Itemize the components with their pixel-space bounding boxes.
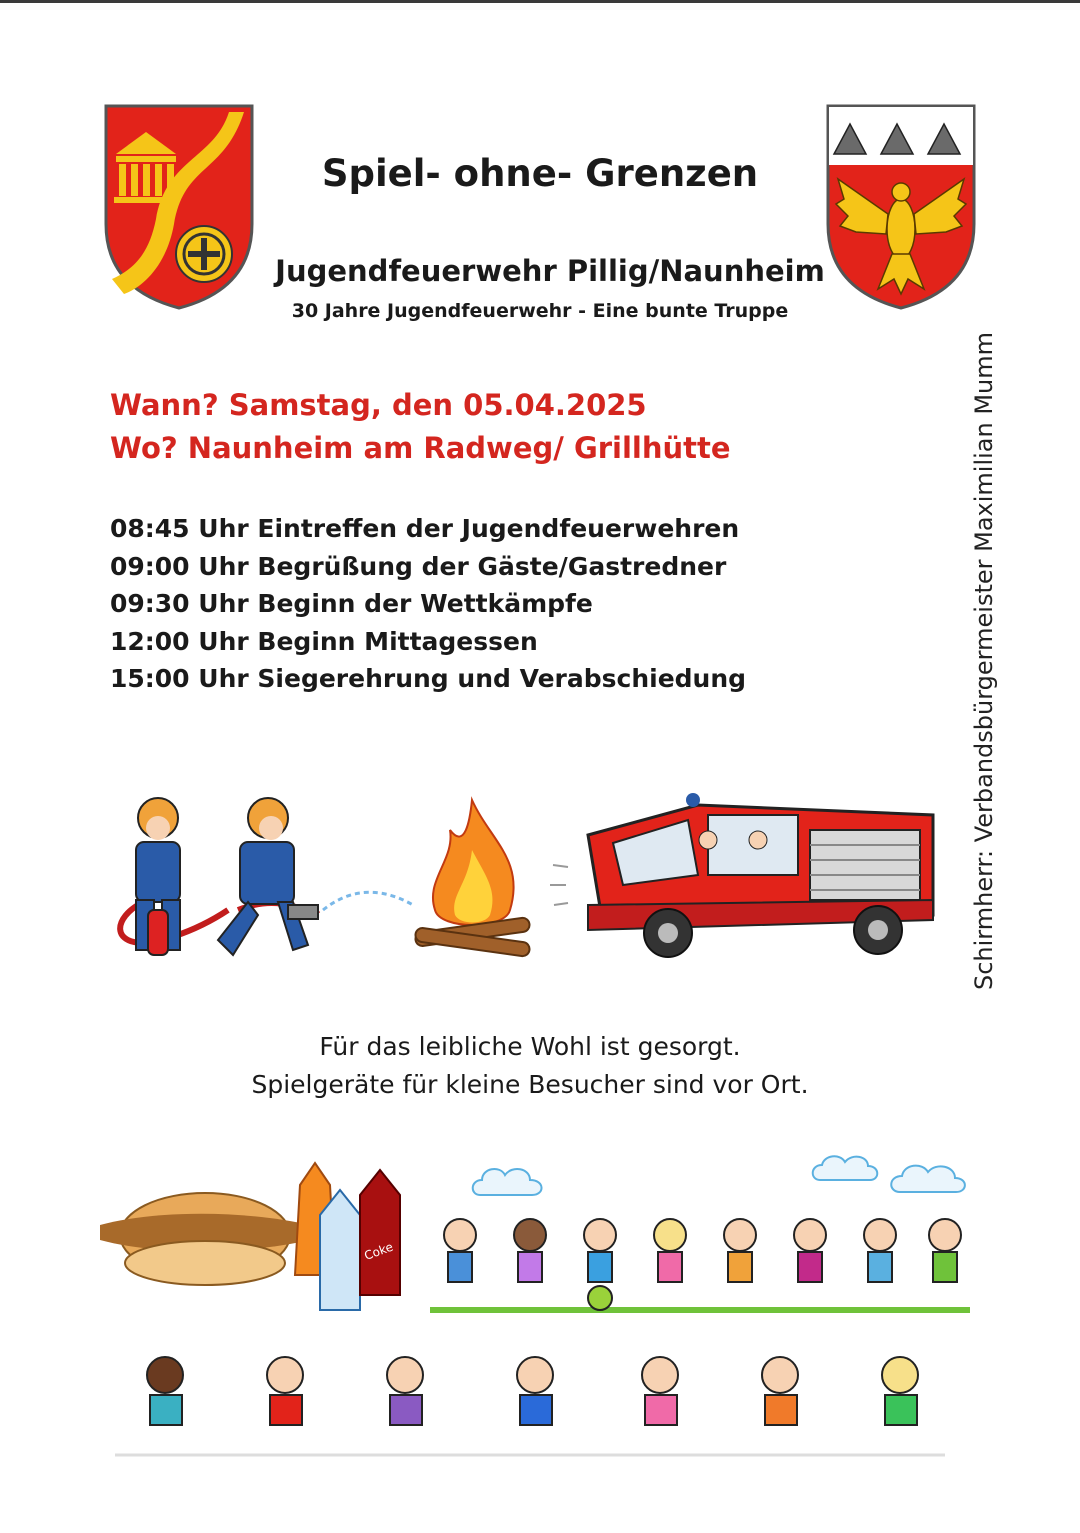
food-drinks-illustration bbox=[95, 1155, 415, 1315]
schedule-item: 12:00 Uhr Beginn Mittagessen bbox=[110, 626, 538, 656]
schedule-list bbox=[110, 510, 746, 698]
event-title: Spiel- ohne- Grenzen bbox=[321, 152, 759, 195]
kids-running-illustration bbox=[115, 1350, 955, 1460]
top-border bbox=[0, 0, 1080, 3]
schedule-item: 08:45 Uhr Eintreffen der Jugendfeuerwehren bbox=[110, 514, 740, 543]
patron-vertical-text: Schirmherr: Verbandsbürgermeister Maximilian Mumm bbox=[970, 331, 998, 990]
note-catering: Für das leibliche Wohl ist gesorgt. bbox=[319, 1032, 741, 1061]
schedule-item: 15:00 Uhr Siegerehrung und Verabschiedung bbox=[110, 664, 747, 693]
firefighter-figure bbox=[218, 798, 318, 955]
event-subtitle: 30 Jahre Jugendfeuerwehr - Eine bunte Truppe bbox=[291, 300, 789, 322]
firefighters-illustration bbox=[108, 790, 418, 965]
organizer-name: Jugendfeuerwehr Pillig/Naunheim bbox=[275, 254, 825, 288]
event-date: Wann? Samstag, den 05.04.2025 bbox=[110, 388, 647, 422]
schedule-item: 09:30 Uhr Beginn der Wettkämpfe bbox=[110, 589, 593, 618]
cola-label: Coke bbox=[362, 1239, 395, 1263]
crest-left-icon bbox=[104, 104, 254, 310]
cloud-icon bbox=[810, 1150, 970, 1195]
event-location: Wo? Naunheim am Radweg/ Grillhütte bbox=[110, 431, 731, 465]
fire-truck-illustration bbox=[548, 775, 948, 975]
campfire-icon bbox=[410, 790, 535, 965]
schedule-item: 09:00 Uhr Begrüßung der Gäste/Gastredner bbox=[110, 551, 727, 581]
firefighter-figure bbox=[136, 798, 180, 955]
kids-dancing-illustration bbox=[430, 1210, 990, 1320]
info-notes bbox=[200, 1028, 860, 1104]
cloud-icon bbox=[470, 1160, 550, 1200]
note-playground: Spielgeräte für kleine Besucher sind vor Ort. bbox=[251, 1070, 809, 1099]
